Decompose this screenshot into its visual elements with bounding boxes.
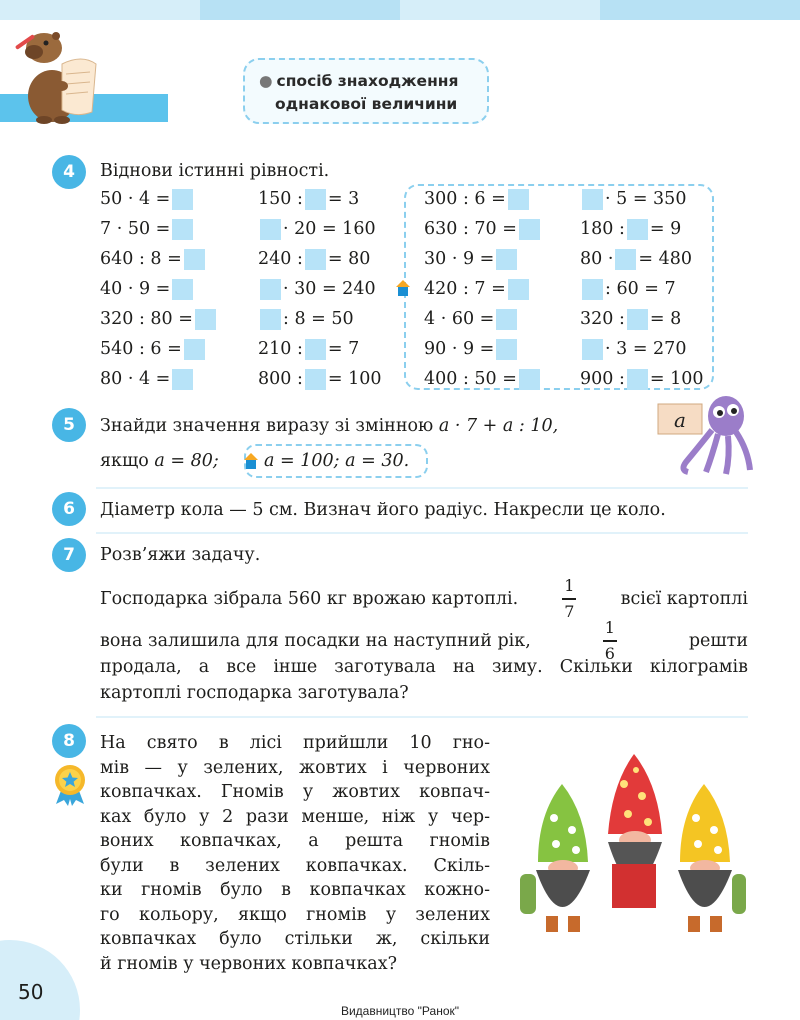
equation-text: 30 · 9 = xyxy=(424,249,495,269)
equation-text: · 3 = 270 xyxy=(605,339,687,359)
star-medal-icon xyxy=(52,762,88,806)
equation-col3-5 xyxy=(424,306,519,332)
equation-col4-3 xyxy=(580,246,692,272)
task-7-number: 7 xyxy=(52,538,86,572)
answer-box[interactable] xyxy=(260,309,281,330)
answer-box[interactable] xyxy=(305,339,326,360)
equation-text: = 480 xyxy=(638,249,693,269)
equation-text: 4 · 60 = xyxy=(424,309,495,329)
task-7-text-1-end: всієї картоплі xyxy=(620,588,748,609)
answer-box[interactable] xyxy=(260,279,281,300)
equation-text: 320 : 80 = xyxy=(100,309,193,329)
answer-box[interactable] xyxy=(627,309,648,330)
equation-text: = 3 xyxy=(327,189,360,209)
equation-text: 150 : xyxy=(258,189,303,209)
house-icon xyxy=(243,452,259,470)
tip-box xyxy=(243,58,489,124)
equation-col2-5 xyxy=(258,306,354,332)
answer-box[interactable] xyxy=(305,249,326,270)
equation-text: 240 : xyxy=(258,249,303,269)
equation-text: 640 : 8 = xyxy=(100,249,182,269)
equation-text: 800 : xyxy=(258,369,303,389)
task-5-line-1 xyxy=(100,413,558,439)
answer-box[interactable] xyxy=(582,189,603,210)
answer-box[interactable] xyxy=(627,219,648,240)
equation-text: 320 : xyxy=(580,309,625,329)
answer-box[interactable] xyxy=(519,369,540,390)
task-5-values-2-3 xyxy=(264,448,409,474)
tip-line-1: спосіб знаходження xyxy=(276,72,459,90)
task-8-line: й гномів у червоних ковпачках? xyxy=(100,953,397,974)
tip-line-2: однакової величини xyxy=(275,95,458,113)
task-5-value-3: a = 30. xyxy=(345,451,410,471)
answer-box[interactable] xyxy=(305,369,326,390)
task-5-line-2 xyxy=(100,448,219,474)
equation-text: 40 · 9 = xyxy=(100,279,171,299)
separator xyxy=(96,532,748,534)
equation-col4-1 xyxy=(580,186,686,212)
answer-box[interactable] xyxy=(195,309,216,330)
equation-text: 7 · 50 = xyxy=(100,219,171,239)
answer-box[interactable] xyxy=(184,339,205,360)
equation-col3-4 xyxy=(424,276,531,302)
task-7-line-4: картоплі господарка заготувала? xyxy=(100,683,409,703)
task-8-line: ках було у 2 рази менше, ніж у чер- xyxy=(100,806,490,827)
answer-box[interactable] xyxy=(582,339,603,360)
task-8-line: го кольору, якщо гномів у зелених xyxy=(100,904,490,925)
equation-col3-2 xyxy=(424,216,542,242)
task-7-line-1 xyxy=(100,576,748,622)
publisher-credit: Видавництво "Ранок" xyxy=(340,1004,460,1018)
task-6-number: 6 xyxy=(52,492,86,526)
equation-col1-4 xyxy=(100,276,195,302)
answer-box[interactable] xyxy=(508,189,529,210)
answer-box[interactable] xyxy=(305,189,326,210)
task-7-line-3: продала, а все інше заготувала на зиму. Скільки кілограмів xyxy=(100,657,748,677)
equation-text: 80 · xyxy=(580,249,614,269)
equation-col1-7 xyxy=(100,366,195,392)
tip-text xyxy=(259,70,458,116)
equation-text: = 7 xyxy=(327,339,360,359)
equation-text: 900 : xyxy=(580,369,625,389)
fraction-1-7: $\frac{1}{7}$ xyxy=(564,576,575,621)
task-4-number: 4 xyxy=(52,155,86,189)
house-icon xyxy=(395,279,411,297)
task-5-if: якщо xyxy=(100,451,155,471)
equation-col2-7 xyxy=(258,366,382,392)
answer-box[interactable] xyxy=(172,219,193,240)
equation-col4-5 xyxy=(580,306,681,332)
answer-box[interactable] xyxy=(260,219,281,240)
equation-text: = 80 xyxy=(327,249,371,269)
task-6-text: Діаметр кола — 5 см. Визнач його радіус. Накресли це коло. xyxy=(100,500,666,520)
equation-text: : 8 = 50 xyxy=(283,309,354,329)
equation-text: 420 : 7 = xyxy=(424,279,506,299)
equation-col2-4 xyxy=(258,276,376,302)
answer-box[interactable] xyxy=(519,219,540,240)
capybara-mascot-illustration xyxy=(10,24,110,124)
equation-col4-6 xyxy=(580,336,686,362)
equation-text: 400 : 50 = xyxy=(424,369,517,389)
equation-text: = 100 xyxy=(649,369,704,389)
task-8-line: ковпачках було стільки ж, скільки xyxy=(100,929,490,949)
equation-col3-3 xyxy=(424,246,519,272)
page-number: 50 xyxy=(18,980,44,1004)
equation-text: 80 · 4 = xyxy=(100,369,171,389)
equation-col3-6 xyxy=(424,336,519,362)
equation-text: 540 : 6 = xyxy=(100,339,182,359)
answer-box[interactable] xyxy=(172,279,193,300)
equation-text: = 9 xyxy=(649,219,682,239)
equation-text: = 8 xyxy=(649,309,682,329)
answer-box[interactable] xyxy=(172,369,193,390)
task-8-line: були в зелених ковпачках. Скіль- xyxy=(100,855,490,876)
equation-text: · 5 = 350 xyxy=(605,189,687,209)
equation-col1-5 xyxy=(100,306,218,332)
bullet-icon: ● xyxy=(259,72,273,90)
top-decor-stripe xyxy=(0,0,800,20)
equation-col2-2 xyxy=(258,216,376,242)
equation-col4-7 xyxy=(580,366,704,392)
task-8-line: мів — у зелених, жовтих і червоних xyxy=(100,757,490,778)
equation-text: = 100 xyxy=(327,369,382,389)
equation-text: 210 : xyxy=(258,339,303,359)
equation-col4-4 xyxy=(580,276,676,302)
task-8-line: ковпачках. Гномів у жовтих ковпач- xyxy=(100,782,490,802)
answer-box[interactable] xyxy=(496,249,517,270)
equation-col3-1 xyxy=(424,186,531,212)
answer-box[interactable] xyxy=(184,249,205,270)
equation-text: 630 : 70 = xyxy=(424,219,517,239)
answer-box[interactable] xyxy=(508,279,529,300)
equation-text: : 60 = 7 xyxy=(605,279,676,299)
octopus-illustration xyxy=(656,390,756,480)
task-4-title: Віднови істинні рівності. xyxy=(100,161,330,181)
equation-col2-1 xyxy=(258,186,359,212)
task-5-expression: a · 7 + a : 10, xyxy=(438,416,559,436)
equation-col1-2 xyxy=(100,216,195,242)
equation-col2-3 xyxy=(258,246,370,272)
task-8-line: ки гномів було в ковпачках кожно- xyxy=(100,880,490,900)
gnomes-illustration xyxy=(516,744,752,944)
fraction-1-6: $\frac{1}{6}$ xyxy=(604,618,615,663)
task-7-text-2-end: решти xyxy=(688,630,748,651)
equation-text: 180 : xyxy=(580,219,625,239)
equation-col1-3 xyxy=(100,246,207,272)
task-5-value-1: a = 80; xyxy=(154,451,219,471)
equation-col1-1 xyxy=(100,186,195,212)
task-5-value-2: a = 100; xyxy=(264,451,340,471)
answer-box[interactable] xyxy=(496,339,517,360)
separator xyxy=(96,716,748,718)
card-letter: a xyxy=(674,408,686,432)
answer-box[interactable] xyxy=(627,369,648,390)
task-5-number: 5 xyxy=(52,408,86,442)
task-7-text-2: вона залишила для посадки на наступний рік, xyxy=(100,630,531,651)
answer-box[interactable] xyxy=(582,279,603,300)
task-7-title: Розв’яжи задачу. xyxy=(100,545,261,565)
equation-text: · 30 = 240 xyxy=(283,279,376,299)
answer-box[interactable] xyxy=(615,249,636,270)
answer-box[interactable] xyxy=(496,309,517,330)
equation-col3-7 xyxy=(424,366,542,392)
task-8-line: На свято в лісі прийшли 10 гно- xyxy=(100,733,490,753)
equation-text: · 20 = 160 xyxy=(283,219,376,239)
task-8-number: 8 xyxy=(52,724,86,758)
equation-col4-2 xyxy=(580,216,681,242)
answer-box[interactable] xyxy=(172,189,193,210)
equation-text: 90 · 9 = xyxy=(424,339,495,359)
equation-col2-6 xyxy=(258,336,359,362)
task-8-line: воних ковпачках, а решта гномів xyxy=(100,831,490,851)
equation-text: 50 · 4 = xyxy=(100,189,171,209)
task-5-text: Знайди значення виразу зі змінною xyxy=(100,416,439,436)
equation-text: 300 : 6 = xyxy=(424,189,506,209)
equation-col1-6 xyxy=(100,336,207,362)
separator xyxy=(96,487,748,489)
task-7-text-1: Господарка зібрала 560 кг врожаю картоплі. xyxy=(100,588,519,609)
